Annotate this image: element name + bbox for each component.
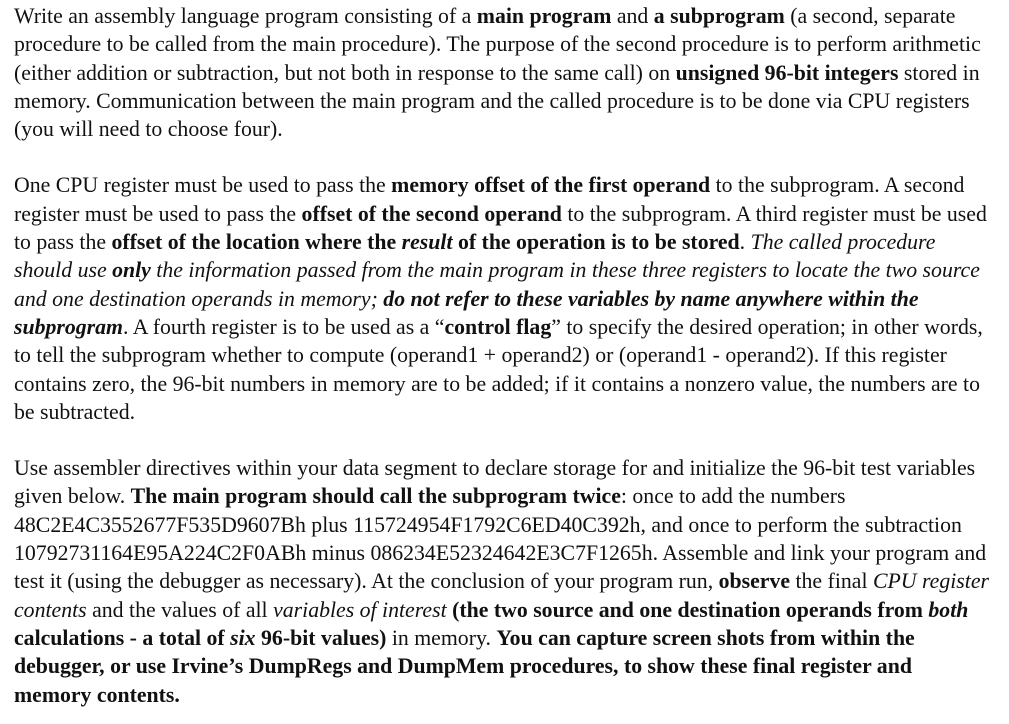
paragraph-registers xyxy=(14,171,993,426)
text-run: observe xyxy=(718,569,791,594)
text-run: (the two source and one destination operands from xyxy=(452,597,929,622)
text-run: memory offset of the first operand xyxy=(391,173,711,198)
text-run: calculations - a total of xyxy=(14,625,231,650)
text-run: the final xyxy=(790,569,873,594)
text-run: The main program should call the subprogram twice xyxy=(130,484,621,509)
text-run: variables of interest xyxy=(273,597,447,622)
text-run: You can capture screen shots from within the debugger, or use Irvine’s DumpRegs and DumpMem procedures, to show these final register and memory contents. xyxy=(14,625,915,707)
text-run: main program xyxy=(476,4,612,28)
text-run: of the operation is to be stored xyxy=(452,230,740,255)
text-run: ” to specify the desired operation; in other words, to tell the subprogram whether to compute (operand1 + operand2) or (operand1 - operand2). If this register contains zero, the 96-bit numbers in memory are to be added; if it contains a nonzero value, the numbers are to be subtracted. xyxy=(14,314,983,424)
text-run: result xyxy=(401,230,453,255)
text-run: stored in memory. Communication between the main program and the called procedure is to be done via CPU registers (you will need to choose four). xyxy=(14,60,980,142)
text-run: do not refer to these variables by name anywhere within the subprogram xyxy=(14,286,919,339)
text-run: offset of the location where the xyxy=(111,230,402,255)
text-run: offset of the second operand xyxy=(301,201,562,226)
text-run: . A fourth register is to be used as a “ xyxy=(123,314,445,339)
text-run: CPU register contents xyxy=(14,569,989,622)
text-run: 96-bit values) xyxy=(255,625,387,650)
text-run: both xyxy=(928,597,969,622)
text-run: and xyxy=(611,4,654,28)
paragraph-requirements xyxy=(14,2,993,143)
text-run: unsigned 96-bit integers xyxy=(675,60,899,85)
text-run: only xyxy=(112,258,151,283)
text-run: : once to add the numbers 48C2E4C3552677F535D9607Bh plus 115724954F1792C6ED40C392h, and once to perform the subtraction 10792731164E95A224C2F0ABh minus 086234E52324642E3C7F1265h. Assemble and link your program and test it (using the debugger as necessary). At the conclusion of your program run, xyxy=(14,484,987,594)
text-run: in memory. xyxy=(386,625,497,650)
text-run: . xyxy=(739,230,751,255)
text-run: a subprogram xyxy=(653,4,785,28)
text-run: One CPU register must be used to pass the xyxy=(14,173,392,198)
text-run: and the values of all xyxy=(86,597,274,622)
text-run: six xyxy=(230,625,256,650)
text-run: Write an assembly language program consisting of a xyxy=(14,4,477,28)
text-run: to the subprogram. A second register must be used to pass the xyxy=(14,173,965,226)
text-run: the information passed from the main program in these three registers to locate the two source and one destination operands in memory; xyxy=(14,258,980,311)
paragraph-testing xyxy=(14,454,993,709)
text-run: The called procedure should use xyxy=(14,230,936,283)
text-run: Use assembler directives within your data segment to declare storage for and initialize the 96-bit test variables given below. xyxy=(14,456,976,509)
text-run: to the subprogram. A third register must be used to pass the xyxy=(14,201,987,255)
text-run: control flag xyxy=(444,314,552,339)
text-run: (a second, separate procedure to be called from the main procedure). The purpose of the second procedure is to perform arithmetic (either addition or subtraction, but not both in response to the same call) on xyxy=(14,4,981,85)
